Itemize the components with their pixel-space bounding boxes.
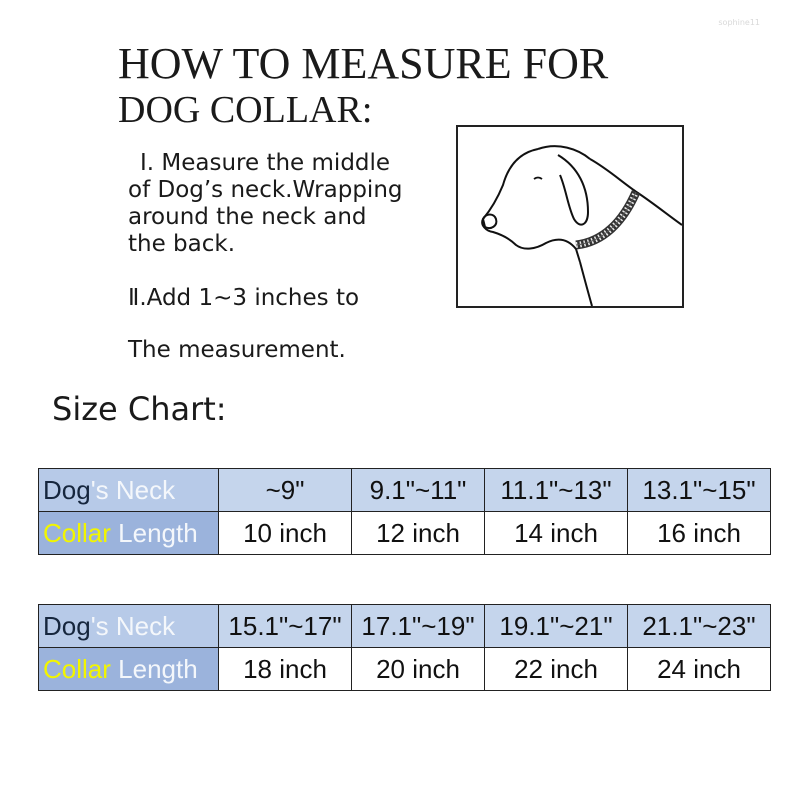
page-subtitle: DOG COLLAR: (118, 89, 373, 131)
dog-neck-measure-icon (458, 127, 682, 306)
size-chart-title: Size Chart: (52, 390, 227, 428)
neck-cell: 13.1"~15" (628, 469, 771, 512)
step-one-text (128, 150, 403, 258)
watermark: sophine11 (718, 18, 760, 27)
neck-cell: 19.1"~21" (485, 605, 628, 648)
length-cell: 12 inch (352, 512, 485, 555)
collar-label-suffix: Length (110, 653, 198, 684)
size-table (38, 468, 771, 555)
neck-row (39, 605, 771, 648)
dog-neck-illustration (456, 125, 684, 308)
neck-label-suffix: 's Neck (90, 610, 176, 641)
length-cell: 24 inch (628, 648, 771, 691)
neck-cell: ~9" (219, 469, 352, 512)
collar-length-label (39, 512, 219, 555)
neck-cell: 9.1"~11" (352, 469, 485, 512)
neck-cell: 15.1"~17" (219, 605, 352, 648)
length-cell: 18 inch (219, 648, 352, 691)
length-cell: 22 inch (485, 648, 628, 691)
length-cell: 10 inch (219, 512, 352, 555)
neck-label (39, 605, 219, 648)
length-row (39, 512, 771, 555)
collar-length-label (39, 648, 219, 691)
length-cell: 20 inch (352, 648, 485, 691)
neck-label-dog: Dog (43, 610, 91, 641)
neck-row (39, 469, 771, 512)
step-three-text: The measurement. (128, 337, 346, 363)
size-table (38, 604, 771, 691)
neck-cell: 21.1"~23" (628, 605, 771, 648)
step-one-line: the back. (128, 231, 236, 257)
collar-label-word: Collar (43, 653, 111, 684)
neck-cell: 11.1"~13" (485, 469, 628, 512)
neck-cell: 17.1"~19" (352, 605, 485, 648)
length-row (39, 648, 771, 691)
neck-label-suffix: 's Neck (90, 474, 176, 505)
collar-label-suffix: Length (110, 517, 198, 548)
step-one-line: of Dog’s neck.Wrapping (128, 177, 403, 203)
page-title: HOW TO MEASURE FOR (118, 39, 609, 88)
length-cell: 16 inch (628, 512, 771, 555)
neck-label (39, 469, 219, 512)
neck-label-dog: Dog (43, 474, 91, 505)
collar-label-word: Collar (43, 517, 111, 548)
length-cell: 14 inch (485, 512, 628, 555)
step-one-line: Ⅰ. Measure the middle (140, 150, 391, 176)
step-one-line: around the neck and (128, 204, 367, 230)
step-two-text: Ⅱ.Add 1~3 inches to (128, 285, 360, 311)
